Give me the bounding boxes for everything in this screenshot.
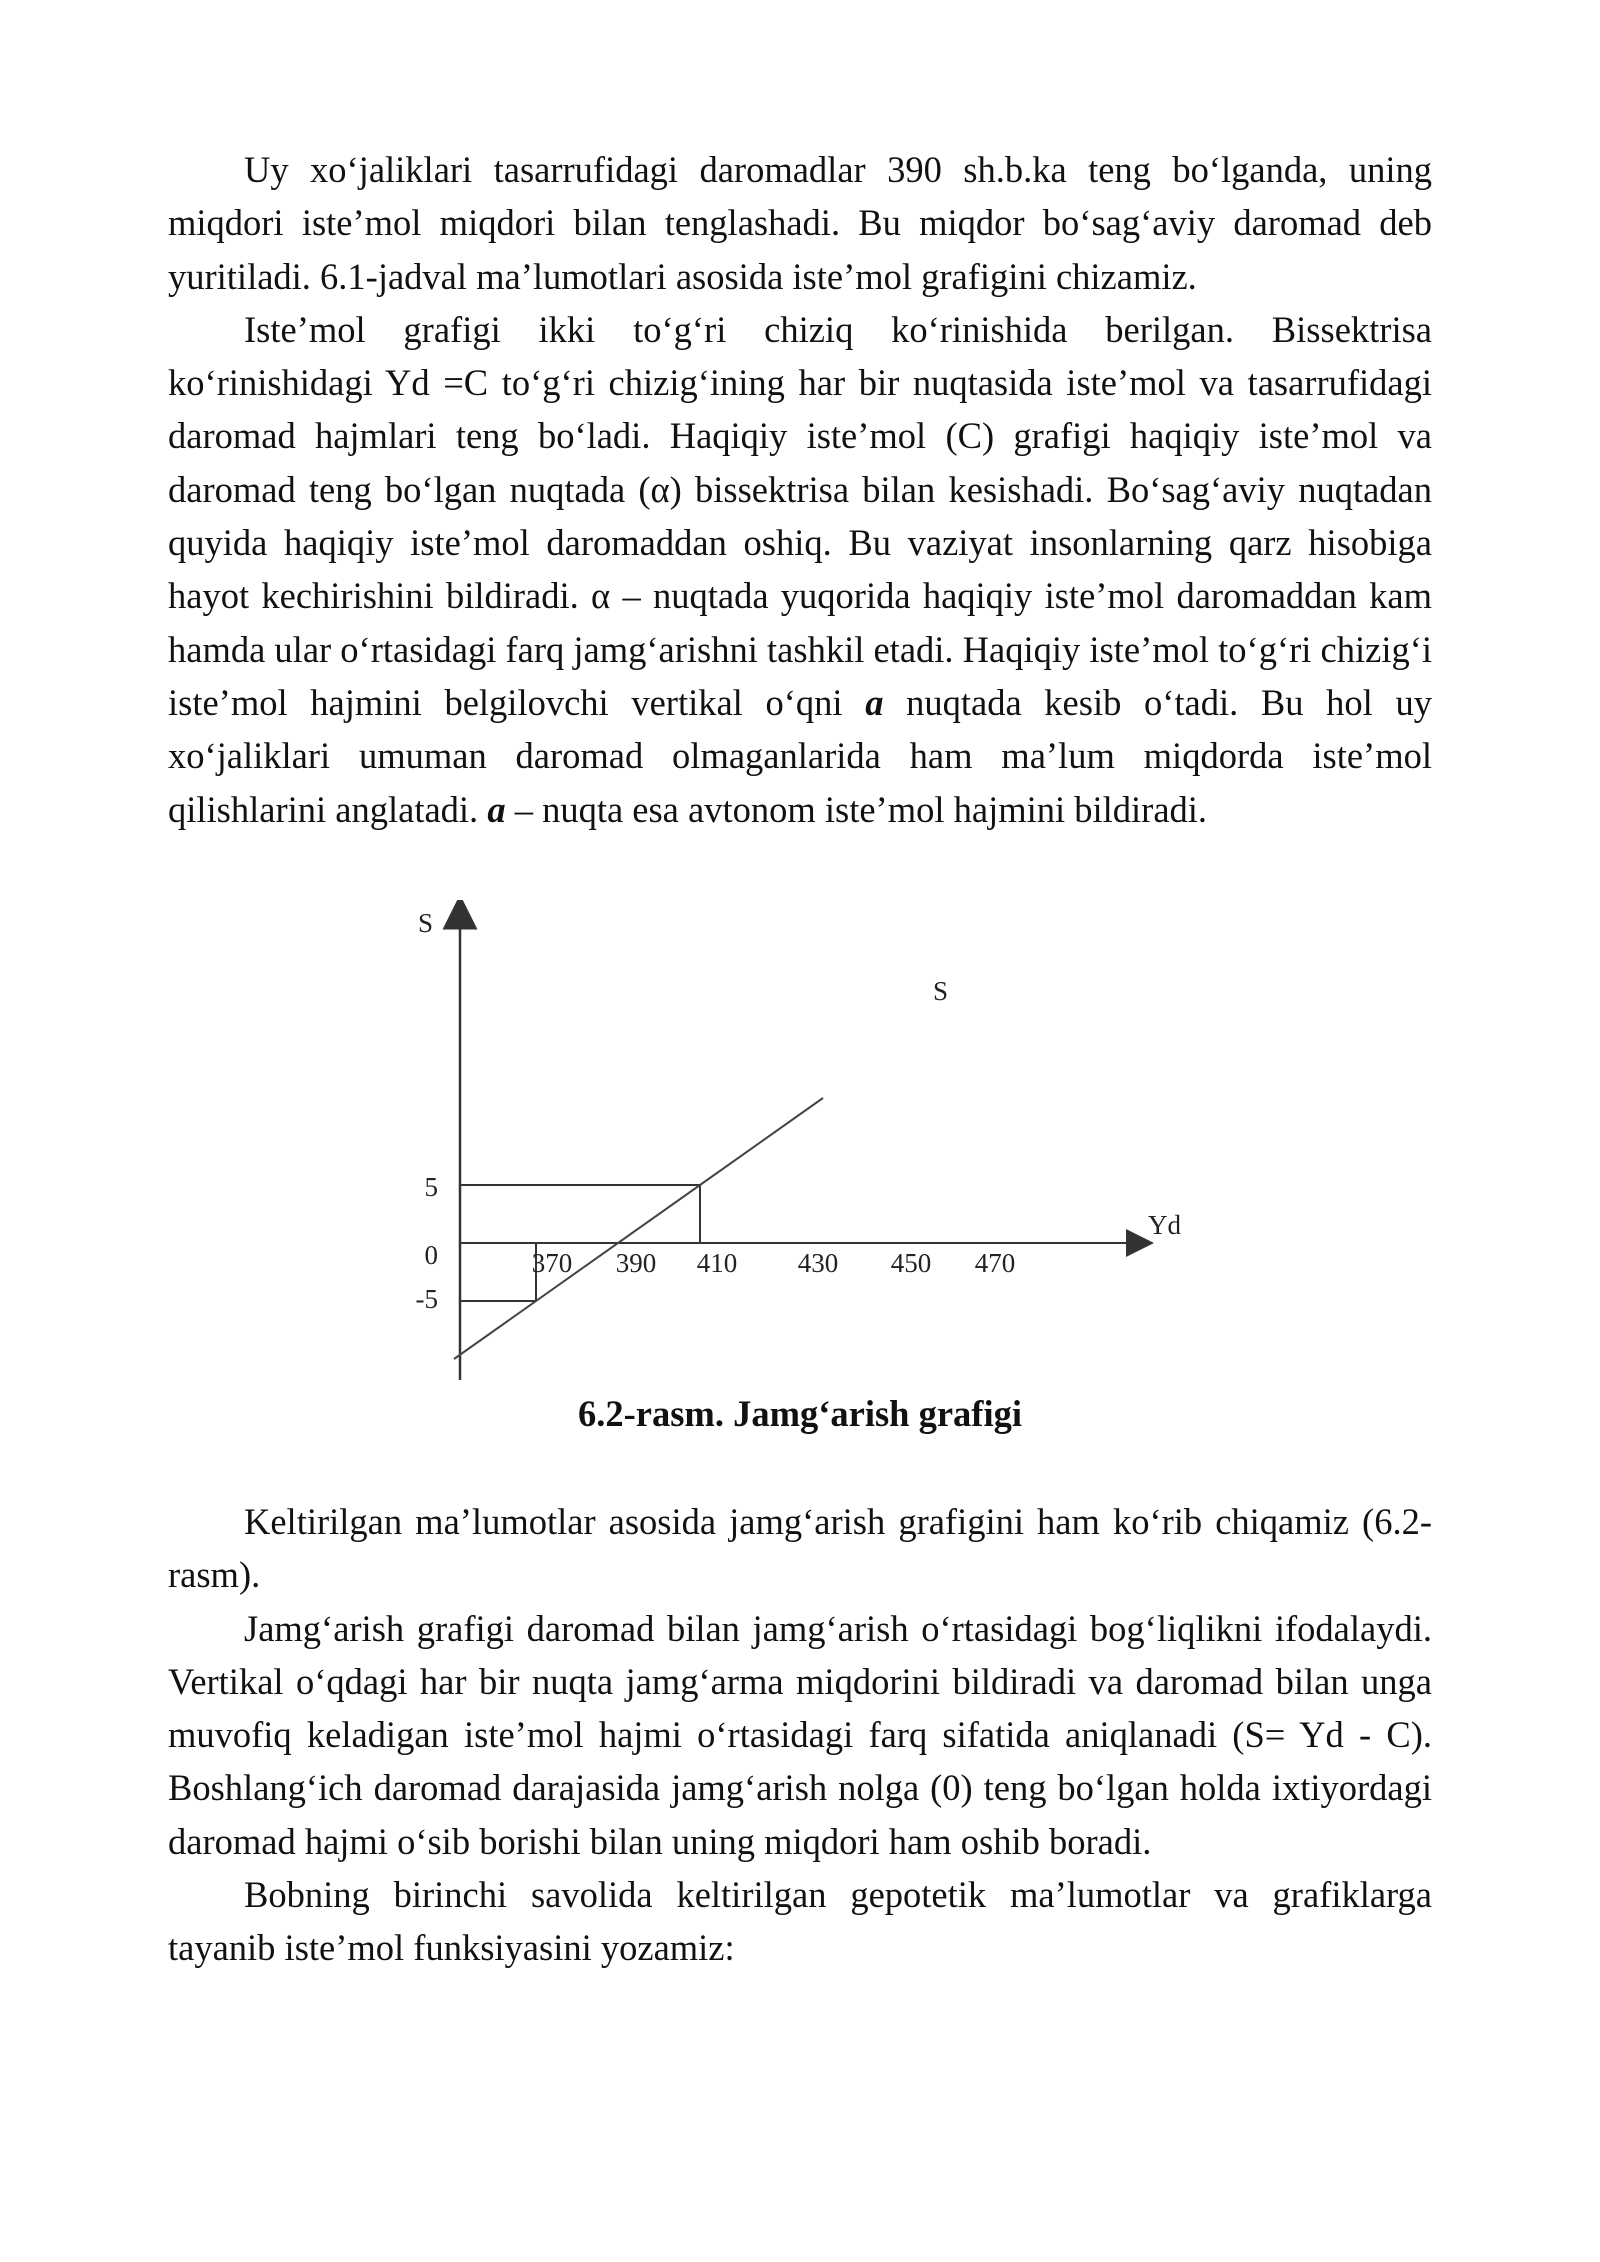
paragraph-text: Jamg‘arish grafigi daromad bilan jamg‘arish o‘rtasidagi bog‘liqlikni ifodalaydi. Vertikal o‘qdagi har bir nuqta jamg‘arma miqdorini bildiradi va daromad bilan unga muvofiq keladigan iste’mol hajmi o‘rtasidagi farq sifatida aniqlanadi (S= Yd - C). Boshlang‘ich daromad darajasida jamg‘arish nolga (0) teng bo‘lgan holda ixtiyordagi daromad hajmi o‘sib borishi bilan uning miqdori ham oshib boradi. — [168, 1607, 1432, 1862]
paragraph-text: Uy xo‘jaliklari tasarrufidagi daromadlar 390 sh.b.ka teng bo‘lganda, uning miqdori iste’mol miqdori bilan tenglashadi. Bu miqdor bo‘sag‘aviy daromad deb yuritiladi. 6.1-jadval ma’lumotlari asosida iste’mol grafigini chizamiz. — [168, 149, 1432, 297]
paragraph-text: nuqtada kesib o‘tadi. Bu hol uy xo‘jaliklari umuman daromad olmaganlarida ham ma’lum miqdorda iste’mol qilishlarini anglatadi. — [168, 681, 1432, 830]
savings-chart-svg — [400, 900, 1220, 1400]
paragraph-text: Keltirilgan ma’lumotlar asosida jamg‘arish grafigini ham ko‘rib chiqamiz (6.2-rasm). — [168, 1501, 1432, 1596]
paragraph — [168, 143, 1432, 303]
paragraph — [168, 303, 1432, 836]
paragraph-text: Bobning birinchi savolida keltirilgan gepotetik ma’lumotlar va grafiklarga tayanib iste’mol funksiyasini yozamiz: — [168, 1874, 1432, 1969]
savings-line — [454, 1098, 823, 1359]
paragraph — [168, 1868, 1432, 1975]
x-axis-label: Yd — [1148, 1210, 1181, 1240]
y-tick-label: 0 — [424, 1240, 438, 1270]
savings-chart — [400, 900, 1220, 1400]
x-tick-label: 390 — [615, 1248, 657, 1278]
figure-caption: 6.2-rasm. Jamg‘arish grafigi — [577, 1393, 1022, 1434]
series-label: S — [933, 976, 949, 1006]
y-axis-label: S — [418, 908, 434, 938]
y-tick-label: 5 — [424, 1172, 438, 1202]
body-text-bottom — [168, 1495, 1432, 1975]
paragraph — [168, 1602, 1432, 1868]
paragraph — [168, 1495, 1432, 1602]
point-a-label: a — [865, 681, 884, 723]
point-a-label: a — [487, 788, 506, 830]
x-tick-label: 470 — [974, 1248, 1016, 1278]
y-tick-label: -5 — [415, 1284, 438, 1314]
paragraph-text: Iste’mol grafigi ikki to‘g‘ri chiziq ko‘rinishida berilgan. Bissektrisa ko‘rinishidagi Yd =C to‘g‘ri chizig‘ining har bir nuqtasida iste’mol va tasarrufidagi daromad hajmlari teng bo‘ladi. Haqiqiy iste’mol (C) grafigi haqiqiy iste’mol va daromad teng bo‘lgan nuqtada (α) bissektrisa bilan kesishadi. Bo‘sag‘aviy nuqtadan quyida haqiqiy iste’mol daromaddan oshiq. Bu vaziyat insonlarning qarz hisobiga hayot kechirishini bildiradi. α – nuqtada yuqorida haqiqiy iste’mol daromaddan kam hamda ular o‘rtasidagi farq jamg‘arishni tashkil etadi. Haqiqiy iste’mol to‘g‘ri chizig‘i iste’mol hajmini belgilovchi vertikal o‘qni — [168, 308, 1432, 723]
paragraph-text: – nuqta esa avtonom iste’mol hajmini bildiradi. — [505, 788, 1208, 830]
body-text-top — [168, 143, 1432, 836]
x-tick-label: 410 — [696, 1248, 738, 1278]
x-tick-label: 430 — [797, 1248, 839, 1278]
x-tick-label: 370 — [531, 1248, 573, 1278]
x-tick-label: 450 — [890, 1248, 932, 1278]
